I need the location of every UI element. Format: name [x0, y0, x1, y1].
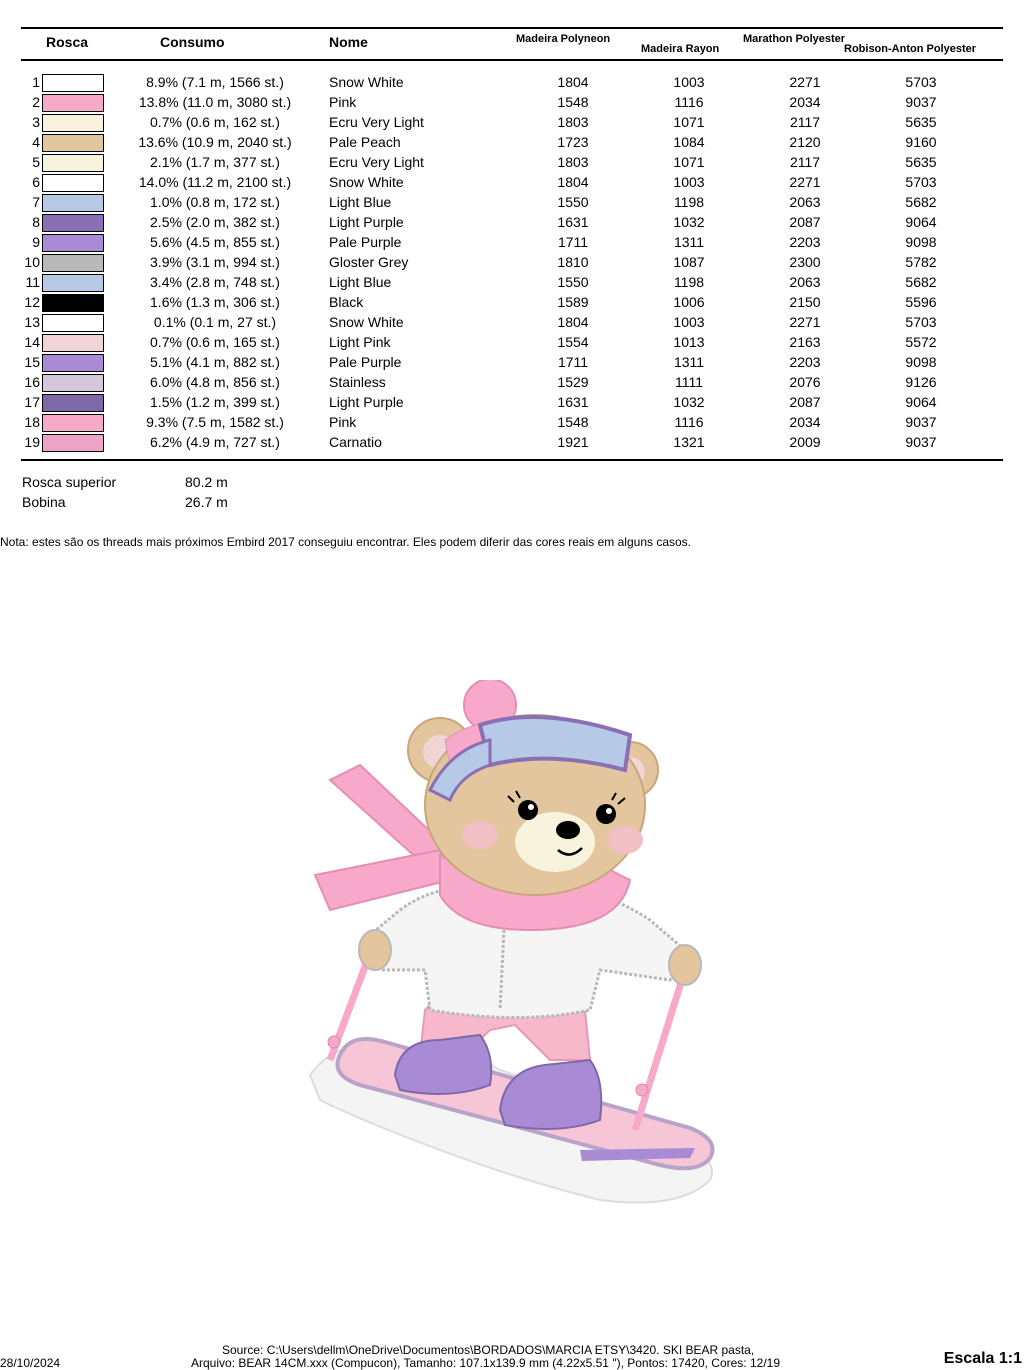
- robison-anton-code: 9098: [905, 354, 937, 370]
- marathon-polyester-code: 2034: [789, 414, 821, 430]
- thread-name: Carnatio: [329, 434, 382, 450]
- robison-anton-code: 9064: [905, 394, 937, 410]
- thread-number: 9: [32, 234, 40, 250]
- color-swatch: [42, 154, 104, 172]
- color-swatch: [42, 414, 104, 432]
- marathon-polyester-code: 2120: [789, 134, 821, 150]
- robison-anton-code: 9098: [905, 234, 937, 250]
- thread-consumption: 1.5% (1.2 m, 399 st.): [150, 394, 280, 410]
- madeira-polyneon-code: 1810: [557, 254, 589, 270]
- madeira-rayon-code: 1311: [673, 234, 705, 250]
- source-path: Source: C:\Users\dellm\OneDrive\Documentos\BORDADOS\MARCIA ETSY\3420. SKI BEAR pasta,: [222, 1343, 755, 1357]
- color-swatch: [42, 374, 104, 392]
- madeira-rayon-code: 1116: [674, 94, 704, 110]
- madeira-rayon-code: 1003: [673, 314, 705, 330]
- marathon-polyester-code: 2117: [789, 114, 821, 130]
- madeira-polyneon-code: 1804: [557, 74, 589, 90]
- madeira-polyneon-code: 1548: [557, 94, 589, 110]
- color-swatch: [42, 334, 104, 352]
- madeira-polyneon-code: 1631: [557, 394, 589, 410]
- thread-name: Pink: [329, 94, 357, 110]
- thread-number: 15: [24, 354, 40, 370]
- madeira-rayon-code: 1084: [673, 134, 705, 150]
- thread-name: Light Pink: [329, 334, 391, 350]
- thread-number: 5: [32, 154, 40, 170]
- color-swatch: [42, 294, 104, 312]
- robison-anton-code: 5682: [905, 274, 937, 290]
- madeira-polyneon-code: 1548: [557, 414, 589, 430]
- color-swatch: [42, 174, 104, 192]
- thread-consumption: 2.1% (1.7 m, 377 st.): [150, 154, 280, 170]
- thread-name: Snow White: [329, 74, 404, 90]
- madeira-rayon-code: 1198: [673, 274, 705, 290]
- thread-name: Light Blue: [329, 194, 392, 210]
- thread-name: Stainless: [329, 374, 386, 390]
- madeira-rayon-code: 1198: [673, 194, 705, 210]
- thread-name: Light Purple: [329, 394, 404, 410]
- thread-consumption: 2.5% (2.0 m, 382 st.): [150, 214, 280, 230]
- robison-anton-code: 9037: [905, 414, 937, 430]
- table-row: [0, 192, 1024, 212]
- marathon-polyester-code: 2150: [789, 294, 821, 310]
- madeira-polyneon-code: 1550: [557, 274, 589, 290]
- thread-name: Light Purple: [329, 214, 404, 230]
- madeira-polyneon-code: 1529: [557, 374, 589, 390]
- color-swatch: [42, 74, 104, 92]
- robison-anton-code: 9160: [905, 134, 937, 150]
- header-nome: Nome: [329, 34, 368, 50]
- madeira-rayon-code: 1311: [673, 354, 705, 370]
- header-madeira-rayon: Madeira Rayon: [641, 43, 720, 55]
- table-top-rule: [21, 27, 1003, 29]
- bobina-label: Bobina: [22, 494, 66, 510]
- table-row: [0, 212, 1024, 232]
- madeira-rayon-code: 1087: [673, 254, 705, 270]
- marathon-polyester-code: 2034: [789, 94, 821, 110]
- thread-consumption: 13.6% (10.9 m, 2040 st.): [138, 134, 292, 150]
- color-swatch: [42, 134, 104, 152]
- madeira-rayon-code: 1006: [673, 294, 705, 310]
- thread-consumption: 0.7% (0.6 m, 162 st.): [150, 114, 280, 130]
- marathon-polyester-code: 2087: [789, 214, 821, 230]
- thread-name: Black: [329, 294, 364, 310]
- robison-anton-code: 5782: [905, 254, 937, 270]
- marathon-polyester-code: 2063: [789, 194, 821, 210]
- marathon-polyester-code: 2063: [789, 274, 821, 290]
- thread-consumption: 3.9% (3.1 m, 994 st.): [150, 254, 280, 270]
- color-swatch: [42, 214, 104, 232]
- color-swatch: [42, 394, 104, 412]
- print-date: 28/10/2024: [0, 1356, 61, 1370]
- table-row: [0, 352, 1024, 372]
- color-swatch: [42, 114, 104, 132]
- robison-anton-code: 5635: [905, 114, 937, 130]
- madeira-rayon-code: 1071: [673, 114, 705, 130]
- thread-number: 13: [24, 314, 40, 330]
- color-swatch: [42, 194, 104, 212]
- marathon-polyester-code: 2117: [789, 154, 821, 170]
- marathon-polyester-code: 2271: [789, 74, 821, 90]
- thread-consumption: 3.4% (2.8 m, 748 st.): [150, 274, 280, 290]
- thread-consumption: 5.6% (4.5 m, 855 st.): [150, 234, 280, 250]
- thread-note: Nota: estes são os threads mais próximos Embird 2017 conseguiu encontrar. Eles podem diferir das cores reais em alguns casos.: [0, 535, 692, 549]
- table-bottom-rule: [21, 459, 1003, 461]
- madeira-rayon-code: 1013: [673, 334, 705, 350]
- thread-number: 4: [32, 134, 40, 150]
- thread-consumption: 13.8% (11.0 m, 3080 st.): [138, 94, 292, 110]
- scale-label: Escala 1:1: [943, 1350, 1022, 1367]
- color-swatch: [42, 254, 104, 272]
- table-row: [0, 252, 1024, 272]
- table-row: [0, 392, 1024, 412]
- thread-number: 18: [24, 414, 40, 430]
- thread-number: 3: [32, 114, 40, 130]
- marathon-polyester-code: 2076: [789, 374, 821, 390]
- thread-number: 6: [32, 174, 40, 190]
- marathon-polyester-code: 2087: [789, 394, 821, 410]
- thread-name: Light Blue: [329, 274, 392, 290]
- thread-number: 1: [32, 74, 40, 90]
- thread-name: Snow White: [329, 174, 404, 190]
- madeira-polyneon-code: 1631: [557, 214, 589, 230]
- table-header-rule: [21, 59, 1003, 61]
- robison-anton-code: 5635: [905, 154, 937, 170]
- table-row: [0, 432, 1024, 452]
- madeira-rayon-code: 1116: [674, 414, 704, 430]
- thread-number: 8: [32, 214, 40, 230]
- color-swatch: [42, 314, 104, 332]
- madeira-polyneon-code: 1921: [557, 434, 589, 450]
- thread-number: 12: [24, 294, 40, 310]
- table-row: [0, 172, 1024, 192]
- marathon-polyester-code: 2300: [789, 254, 821, 270]
- thread-number: 2: [32, 94, 40, 110]
- marathon-polyester-code: 2271: [789, 314, 821, 330]
- table-row: [0, 272, 1024, 292]
- thread-name: Pink: [329, 414, 357, 430]
- thread-name: Ecru Very Light: [329, 114, 424, 130]
- table-row: [0, 112, 1024, 132]
- robison-anton-code: 5682: [905, 194, 937, 210]
- madeira-rayon-code: 1032: [673, 214, 705, 230]
- marathon-polyester-code: 2203: [789, 354, 821, 370]
- thread-number: 17: [24, 394, 40, 410]
- thread-number: 14: [24, 334, 40, 350]
- header-robison-anton: Robison-Anton Polyester: [844, 43, 977, 55]
- color-swatch: [42, 354, 104, 372]
- robison-anton-code: 5703: [905, 314, 937, 330]
- table-row: [0, 152, 1024, 172]
- robison-anton-code: 9126: [905, 374, 937, 390]
- thread-consumption: 0.7% (0.6 m, 165 st.): [150, 334, 280, 350]
- thread-consumption: 0.1% (0.1 m, 27 st.): [153, 314, 277, 330]
- madeira-polyneon-code: 1803: [557, 154, 589, 170]
- table-row: [0, 412, 1024, 432]
- robison-anton-code: 5596: [905, 294, 937, 310]
- madeira-polyneon-code: 1804: [557, 314, 589, 330]
- header-marathon-polyester: Marathon Polyester: [743, 33, 846, 45]
- thread-consumption: 9.3% (7.5 m, 1582 st.): [146, 414, 284, 430]
- madeira-rayon-code: 1032: [673, 394, 705, 410]
- madeira-polyneon-code: 1711: [557, 354, 589, 370]
- madeira-rayon-code: 1071: [673, 154, 705, 170]
- table-row: [0, 232, 1024, 252]
- madeira-polyneon-code: 1554: [557, 334, 589, 350]
- thread-name: Gloster Grey: [329, 254, 409, 270]
- thread-name: Snow White: [329, 314, 404, 330]
- madeira-rayon-code: 1321: [673, 434, 705, 450]
- table-row: [0, 132, 1024, 152]
- table-row: [0, 332, 1024, 352]
- thread-name: Ecru Very Light: [329, 154, 424, 170]
- table-row: [0, 312, 1024, 332]
- robison-anton-code: 5703: [905, 74, 937, 90]
- madeira-polyneon-code: 1711: [557, 234, 589, 250]
- marathon-polyester-code: 2163: [789, 334, 821, 350]
- table-row: [0, 92, 1024, 112]
- madeira-polyneon-code: 1804: [557, 174, 589, 190]
- color-swatch: [42, 434, 104, 452]
- color-swatch: [42, 94, 104, 112]
- thread-number: 7: [32, 194, 40, 210]
- thread-consumption: 1.0% (0.8 m, 172 st.): [150, 194, 280, 210]
- thread-name: Pale Purple: [329, 234, 402, 250]
- madeira-polyneon-code: 1803: [557, 114, 589, 130]
- color-swatch: [42, 274, 104, 292]
- thread-consumption: 1.6% (1.3 m, 306 st.): [150, 294, 280, 310]
- thread-consumption: 8.9% (7.1 m, 1566 st.): [146, 74, 284, 90]
- robison-anton-code: 9037: [905, 94, 937, 110]
- robison-anton-code: 5572: [905, 334, 937, 350]
- madeira-polyneon-code: 1589: [557, 294, 589, 310]
- rosca-superior-value: 80.2 m: [185, 474, 228, 490]
- robison-anton-code: 9064: [905, 214, 937, 230]
- madeira-polyneon-code: 1550: [557, 194, 589, 210]
- rosca-superior-label: Rosca superior: [22, 474, 117, 490]
- table-row: [0, 372, 1024, 392]
- thread-name: Pale Peach: [329, 134, 401, 150]
- thread-consumption: 6.2% (4.9 m, 727 st.): [150, 434, 280, 450]
- header-madeira-polyneon: Madeira Polyneon: [516, 33, 611, 45]
- thread-number: 11: [25, 274, 40, 290]
- madeira-rayon-code: 1111: [674, 374, 704, 390]
- marathon-polyester-code: 2009: [789, 434, 821, 450]
- thread-consumption: 14.0% (11.2 m, 2100 st.): [138, 174, 292, 190]
- file-info: Arquivo: BEAR 14CM.xxx (Compucon), Tamanho: 107.1x139.9 mm (4.22x5.51 "), Pontos: 17420, Cores: 12/19: [191, 1356, 781, 1370]
- thread-name: Pale Purple: [329, 354, 402, 370]
- robison-anton-code: 5703: [905, 174, 937, 190]
- madeira-rayon-code: 1003: [673, 74, 705, 90]
- table-row: [0, 72, 1024, 92]
- header-rosca: Rosca: [46, 34, 89, 50]
- thread-number: 19: [24, 434, 40, 450]
- header-consumo: Consumo: [160, 34, 225, 50]
- bobina-value: 26.7 m: [185, 494, 228, 510]
- thread-consumption: 6.0% (4.8 m, 856 st.): [150, 374, 280, 390]
- thread-consumption: 5.1% (4.1 m, 882 st.): [150, 354, 280, 370]
- color-swatch: [42, 234, 104, 252]
- madeira-rayon-code: 1003: [673, 174, 705, 190]
- marathon-polyester-code: 2271: [789, 174, 821, 190]
- thread-number: 16: [24, 374, 40, 390]
- robison-anton-code: 9037: [905, 434, 937, 450]
- marathon-polyester-code: 2203: [789, 234, 821, 250]
- table-row: [0, 292, 1024, 312]
- ski-bear-embroidery-icon: [300, 680, 730, 1220]
- thread-number: 10: [24, 254, 40, 270]
- madeira-polyneon-code: 1723: [557, 134, 589, 150]
